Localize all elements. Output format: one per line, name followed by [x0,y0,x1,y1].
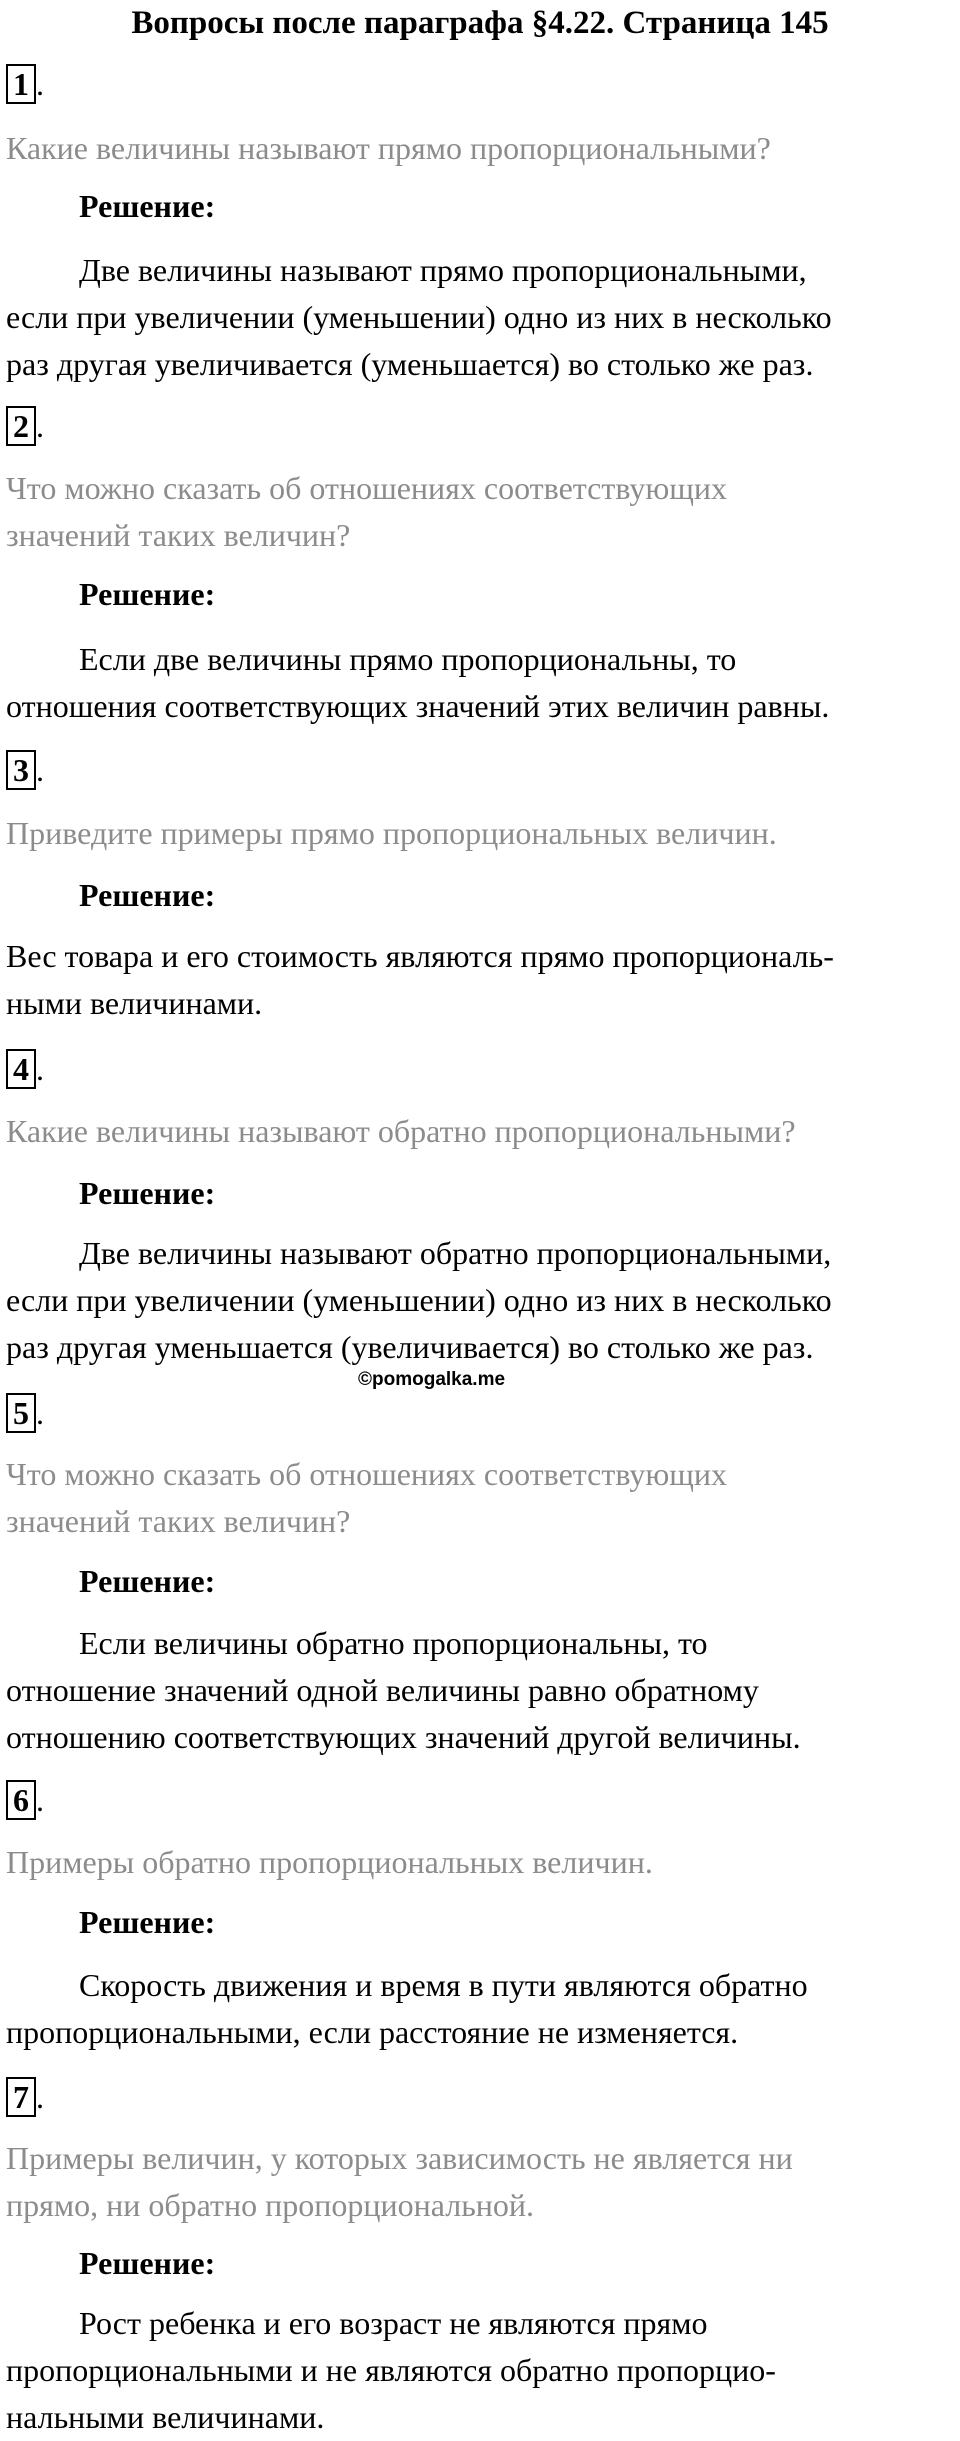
question-number-2: 2 . [6,406,44,446]
answer-5: Если величины обратно пропорциональны, то отношение значений одной величины равно обратному отношению соответствующих значений другой величины. [6,1625,801,1755]
solution-label: Решение: [79,2245,216,2281]
question-7: Примеры величин, у которых зависимость не является ни прямо, ни обратно пропорциональной. [6,2140,793,2223]
question-number-5: 5 . [6,1393,44,1433]
solution-label: Решение: [79,1563,216,1599]
watermark: ©pomogalka.me [358,1369,506,1390]
question-number-6: 6 . [6,1780,44,1820]
solution-label: Решение: [79,188,216,224]
answer-2: Если две величины прямо пропорциональны, то отношения соответствующих значений этих величин равны. [6,641,830,724]
page-title: Вопросы после параграфа §4.22. Страница 145 [131,5,829,41]
question-number-3: 3 . [6,750,44,790]
solution-label: Решение: [79,1175,216,1211]
solution-label: Решение: [79,1904,216,1940]
question-number-7: 7 . [6,2077,44,2117]
question-4: Какие величины называют обратно пропорциональными? [6,1113,796,1149]
question-number-4: 4 . [6,1049,44,1089]
question-5: Что можно сказать об отношениях соответствующих значений таких величин? [6,1456,728,1539]
solution-label: Решение: [79,576,216,612]
question-2: Что можно сказать об отношениях соответствующих значений таких величин? [6,470,728,553]
question-3: Приведите примеры прямо пропорциональных величин. [6,815,777,851]
answer-4: Две величины называют обратно пропорциональными, если при увеличении (уменьшении) одно из них в несколько раз другая уменьшается (увеличивается) во столько же раз. [6,1235,832,1365]
answer-3: Вес товара и его стоимость являются прямо пропорциональ- ными величинами. [6,938,834,1021]
question-6: Примеры обратно пропорциональных величин. [6,1844,653,1880]
question-1: Какие величины называют прямо пропорциональными? [6,130,771,166]
answer-6: Скорость движения и время в пути являются обратно пропорциональными, если расстояние не изменяется. [6,1967,808,2050]
solution-label: Решение: [79,877,216,913]
answer-7: Рост ребенка и его возраст не являются прямо пропорциональными и не являются обратно пропорцио- нальными величинами. [6,2305,776,2435]
question-number-1: 1 . [6,64,44,104]
answer-1: Две величины называют прямо пропорциональными, если при увеличении (уменьшении) одно из них в несколько раз другая увеличивается (уменьшается) во столько же раз. [6,252,832,382]
